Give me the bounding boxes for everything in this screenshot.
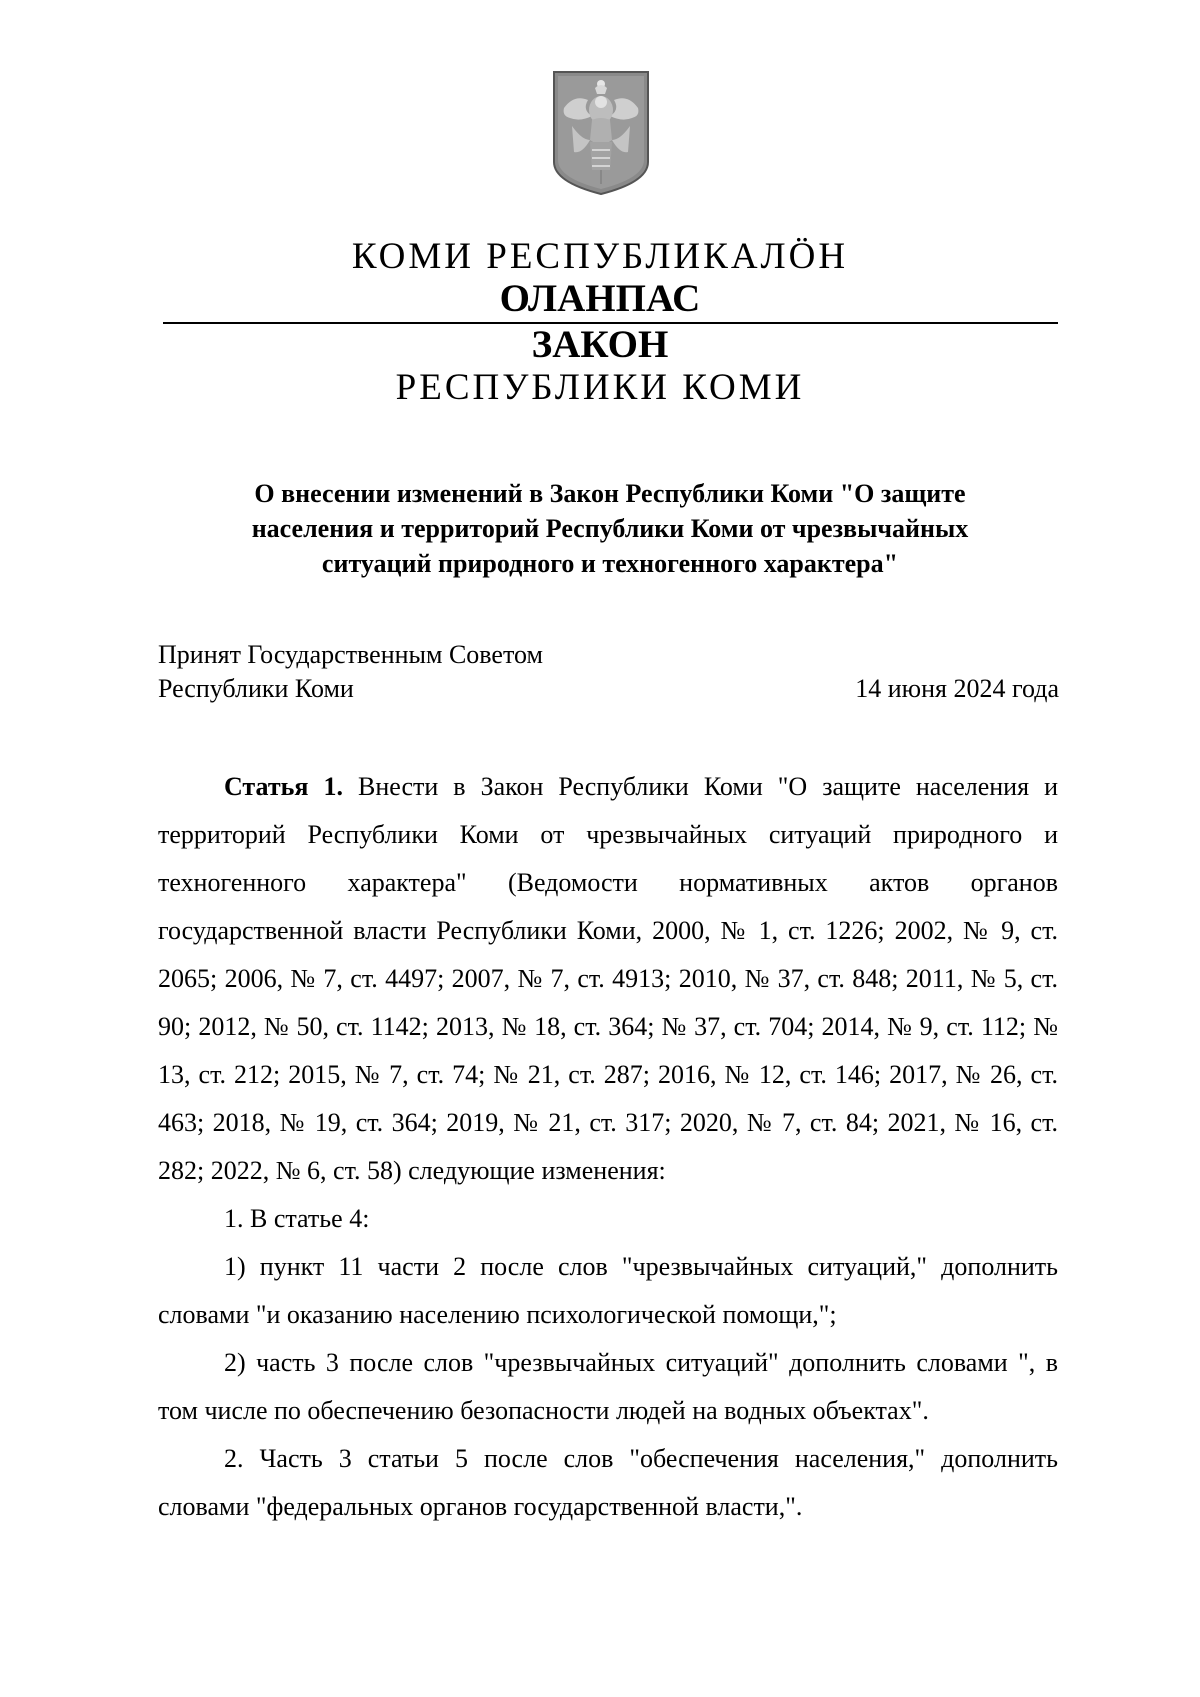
adoption-line: Республики Коми: [158, 674, 354, 703]
article-1-label: Статья 1.: [224, 772, 343, 801]
adoption-line: Принят Государственным Советом: [158, 640, 543, 669]
title-line: ситуаций природного и техногенного характера": [321, 549, 899, 578]
coat-of-arms-icon: [552, 70, 650, 198]
item-1-subitem-2: 2) часть 3 после слов "чрезвычайных ситуаций" дополнить словами ", в том числе по обеспечению безопасности людей на водных объектах".: [158, 1348, 1065, 1425]
document-body: [158, 763, 1065, 1531]
item-1-subitem-1: 1) пункт 11 части 2 после слов "чрезвычайных ситуаций," дополнить словами "и оказанию населению психологической помощи,";: [158, 1252, 1065, 1329]
header-zakon: ЗАКОН: [531, 323, 669, 366]
document-title: [160, 476, 1060, 581]
adoption-date: 14 июня 2024 года: [855, 674, 1059, 703]
article-1-paragraph: [158, 763, 1065, 1195]
item-2: 2. Часть 3 статьи 5 после слов "обеспечения населения," дополнить словами "федеральных органов государственной власти,".: [158, 1444, 1065, 1521]
header-republic-komi: РЕСПУБЛИКИ КОМИ: [395, 367, 805, 408]
article-1-text: Внести в Закон Республики Коми "О защите населения и территорий Республики Коми от чрезвычайных ситуаций природного и техногенного характера" (Ведомости нормативных актов органов государственной власти Республики Коми, 2000, № 1, ст. 1226; 2002, № 9, ст. 2065; 2006, № 7, ст. 4497; 2007, № 7, ст. 4913; 2010, № 37, ст. 848; 2011, № 5, ст. 90; 2012, № 50, ст. 1142; 2013, № 18, ст. 364; № 37, ст. 704; 2014, № 9, ст. 112; № 13, ст. 212; 2015, № 7, ст. 74; № 21, ст. 287; 2016, № 12, ст. 146; 2017, № 26, ст. 463; 2018, № 19, ст. 364; 2019, № 21, ст. 317; 2020, № 7, ст. 84; 2021, № 16, ст. 282; 2022, № 6, ст. 58) следующие изменения:: [158, 772, 1065, 1185]
item-1: 1. В статье 4:: [224, 1204, 370, 1233]
adoption-authority: [158, 638, 543, 706]
title-line: населения и территорий Республики Коми от чрезвычайных: [251, 514, 969, 543]
header-olanpas: ОЛАНПАС: [499, 277, 701, 320]
title-line: О внесении изменений в Закон Республики Коми "О защите: [254, 479, 966, 508]
header-komi-republic: КОМИ РЕСПУБЛИКАЛӦН: [351, 236, 849, 277]
